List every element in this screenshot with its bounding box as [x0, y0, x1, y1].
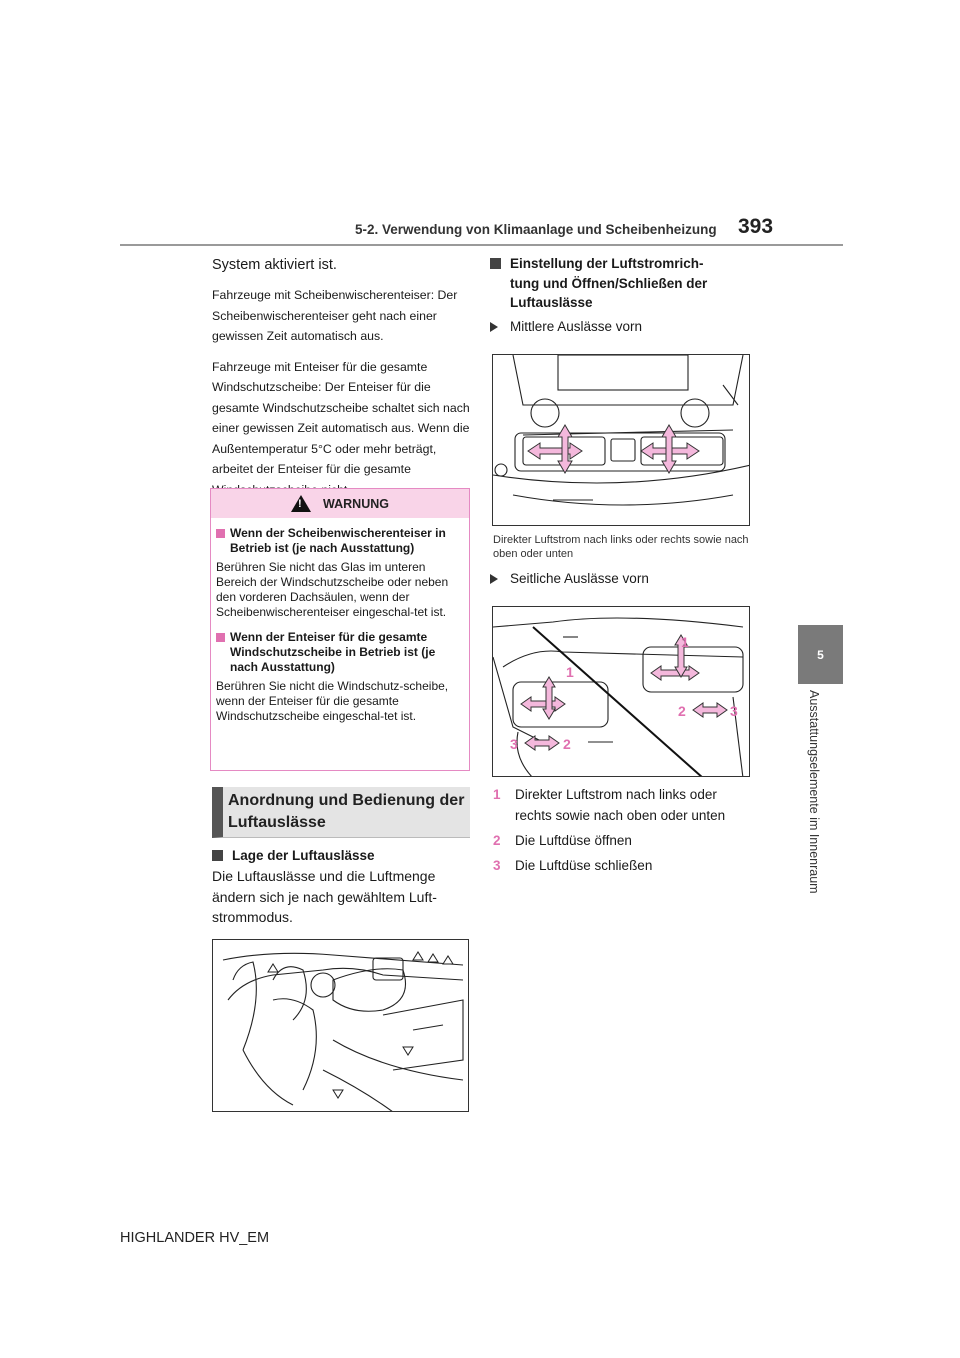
- figure-callout-2: 2: [678, 703, 686, 719]
- pink-square-bullet-icon: [216, 633, 225, 642]
- interior-illustration: [212, 939, 469, 1112]
- section-heading: Anordnung und Bedienung der Luftauslässe: [212, 787, 470, 838]
- lage-text: Die Luftauslässe und die Luftmenge ändern sich je nach gewähltem Luft-strommodus.: [212, 868, 437, 925]
- warning-item-text: Berühren Sie nicht das Glas im unteren Bereich der Windschutzscheibe oder neben den vorderen Dachsäulen, wenn der Scheibenwischerenteiser eingeschal-tet ist.: [216, 560, 449, 619]
- figure-callout-3: 3: [510, 736, 518, 752]
- figure-callout-3: 3: [730, 703, 738, 719]
- warning-item-text: Berühren Sie nicht die Windschutz-scheibe, wenn der Enteiser für die gesamte Windschutzscheibe eingeschal-tet ist.: [216, 679, 449, 723]
- triangle-bullet-icon: [490, 574, 498, 584]
- warning-item-title: Wenn der Scheibenwischerenteiser in Betrieb ist (je nach Ausstattung): [216, 526, 463, 556]
- side-vents-illustration: [492, 606, 750, 777]
- square-bullet-icon: [212, 850, 223, 861]
- chapter-tab: 5: [798, 625, 843, 684]
- left-column-text: [212, 254, 470, 500]
- square-bullet-icon: [490, 258, 501, 269]
- center-vents-caption: Direkter Luftstrom nach links oder rechts sowie nach oben oder unten: [493, 534, 749, 560]
- warning-box: [210, 488, 470, 771]
- figure-callout-1: 1: [681, 634, 689, 650]
- triangle-bullet-icon: [490, 322, 498, 332]
- warning-item-title: Wenn der Enteiser für die gesamte Windschutzscheibe in Betrieb ist (je nach Ausstattung): [216, 630, 463, 675]
- list-item: 3 Die Luftdüse schließen: [493, 858, 653, 873]
- paragraph-windshield-deicer: Fahrzeuge mit Enteiser für die gesamte Windschutzscheibe: Der Enteiser für die gesamte Windschutzscheibe schaltet sich nach einer gewissen Zeit automatisch aus. Wenn die Außentemperatur 5°C oder mehr beträgt, arbeitet der Enteiser für die gesamte: [212, 359, 470, 476]
- running-header: 5-2. Verwendung von Klimaanlage und Scheibenheizung: [355, 222, 717, 237]
- subheading-airflow: Einstellung der Luftstromrich- tung und Öffnen/Schließen der Luftauslässe: [490, 254, 707, 313]
- page-number: 393: [738, 215, 774, 238]
- subheading-lage: Lage der Luftauslässe: [212, 846, 375, 866]
- warning-label: WARNUNG: [323, 496, 389, 511]
- intro-text: System aktiviert ist.: [212, 257, 337, 273]
- list-item: 2 Die Luftdüse öffnen: [493, 833, 632, 848]
- footer-model: HIGHLANDER HV_EM: [120, 1230, 270, 1246]
- center-vents-illustration: [492, 354, 750, 526]
- list-item: 1 Direkter Luftstrom nach links oder rechts sowie nach oben oder unten: [493, 787, 726, 823]
- numbered-legend: [493, 784, 753, 880]
- figure-callout-1: 1: [566, 664, 574, 680]
- pink-square-bullet-icon: [216, 529, 225, 538]
- center-vents-label: Mittlere Auslässe vorn: [490, 319, 642, 334]
- warning-triangle-icon: !: [291, 495, 311, 512]
- side-vents-label: Seitliche Auslässe vorn: [490, 571, 649, 586]
- header-rule: [120, 244, 843, 246]
- paragraph-wiper-deicer: Fahrzeuge mit Scheibenwischerenteiser: Der Scheibenwischerenteiser geht nach einer gewissen Zeit automatisch aus.: [212, 288, 458, 343]
- figure-callout-2: 2: [563, 736, 571, 752]
- right-column-heading: [490, 254, 707, 313]
- chapter-title: Ausstattungselemente im Innenraum: [807, 690, 821, 894]
- warning-header: [211, 489, 469, 518]
